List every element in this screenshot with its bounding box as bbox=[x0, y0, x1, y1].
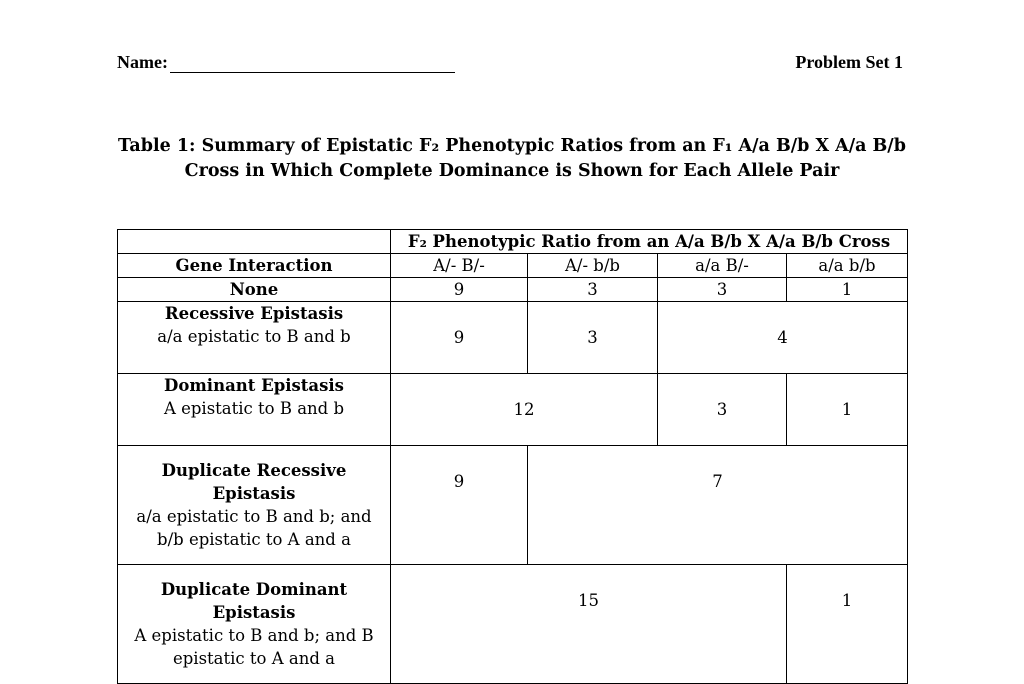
problem-set-label: Problem Set 1 bbox=[795, 52, 903, 72]
ratio-cell: 9 bbox=[391, 302, 528, 374]
table-row bbox=[118, 374, 908, 446]
ratio-cell: 1 bbox=[787, 374, 908, 446]
epistasis-ratio-table bbox=[117, 229, 908, 684]
interaction-cell bbox=[118, 446, 391, 565]
genotype-header: a/a B/- bbox=[658, 254, 787, 278]
interaction-cell bbox=[118, 302, 391, 374]
interaction-description: a/a epistatic to B and b bbox=[157, 327, 351, 346]
ratio-cell: 3 bbox=[528, 302, 658, 374]
ratio-cell: 3 bbox=[528, 278, 658, 302]
interaction-name: Duplicate Dominant Epistasis bbox=[160, 580, 348, 622]
interaction-description: a/a epistatic to B and b; and b/b epistatic to A and a bbox=[136, 507, 372, 549]
ratio-cell: 1 bbox=[787, 565, 908, 684]
table-row bbox=[118, 302, 908, 374]
ratio-cell: 9 bbox=[391, 446, 528, 565]
interaction-description: A epistatic to B and b; and B epistatic to A and a bbox=[134, 626, 374, 668]
caption-line-2: Cross in Which Complete Dominance is Shown for Each Allele Pair bbox=[184, 161, 840, 181]
ratio-cell: 3 bbox=[658, 278, 787, 302]
genotype-header: a/a b/b bbox=[787, 254, 908, 278]
ratio-cell: 15 bbox=[391, 565, 787, 684]
caption-line-1: Table 1: Summary of Epistatic F₂ Phenotypic Ratios from an F₁ A/a B/b X A/a B/b bbox=[118, 136, 906, 156]
ratio-cell: 3 bbox=[658, 374, 787, 446]
table-header-row bbox=[118, 230, 908, 254]
empty-header-cell bbox=[118, 230, 391, 254]
ratio-cell: 9 bbox=[391, 278, 528, 302]
gene-interaction-header: Gene Interaction bbox=[118, 254, 391, 278]
name-label: Name: bbox=[117, 52, 168, 72]
interaction-name: Recessive Epistasis bbox=[164, 304, 344, 323]
genotype-header: A/- B/- bbox=[391, 254, 528, 278]
interaction-cell bbox=[118, 374, 391, 446]
ratio-cell: 4 bbox=[658, 302, 908, 374]
ratio-cell: 7 bbox=[528, 446, 908, 565]
table-row bbox=[118, 565, 908, 684]
genotype-header-row bbox=[118, 254, 908, 278]
f2-ratio-header: F₂ Phenotypic Ratio from an A/a B/b X A/a B/b Cross bbox=[391, 230, 908, 254]
ratio-cell: 1 bbox=[787, 278, 908, 302]
interaction-description: A epistatic to B and b bbox=[163, 399, 345, 418]
name-blank-line[interactable] bbox=[170, 56, 455, 73]
name-field[interactable] bbox=[117, 52, 455, 73]
interaction-cell bbox=[118, 565, 391, 684]
table-row bbox=[118, 278, 908, 302]
genotype-header: A/- b/b bbox=[528, 254, 658, 278]
interaction-name: None bbox=[118, 278, 391, 302]
ratio-cell: 12 bbox=[391, 374, 658, 446]
table-row bbox=[118, 446, 908, 565]
interaction-name: Dominant Epistasis bbox=[164, 376, 344, 395]
interaction-name: Duplicate Recessive Epistasis bbox=[161, 461, 347, 503]
table-caption bbox=[0, 134, 1024, 184]
